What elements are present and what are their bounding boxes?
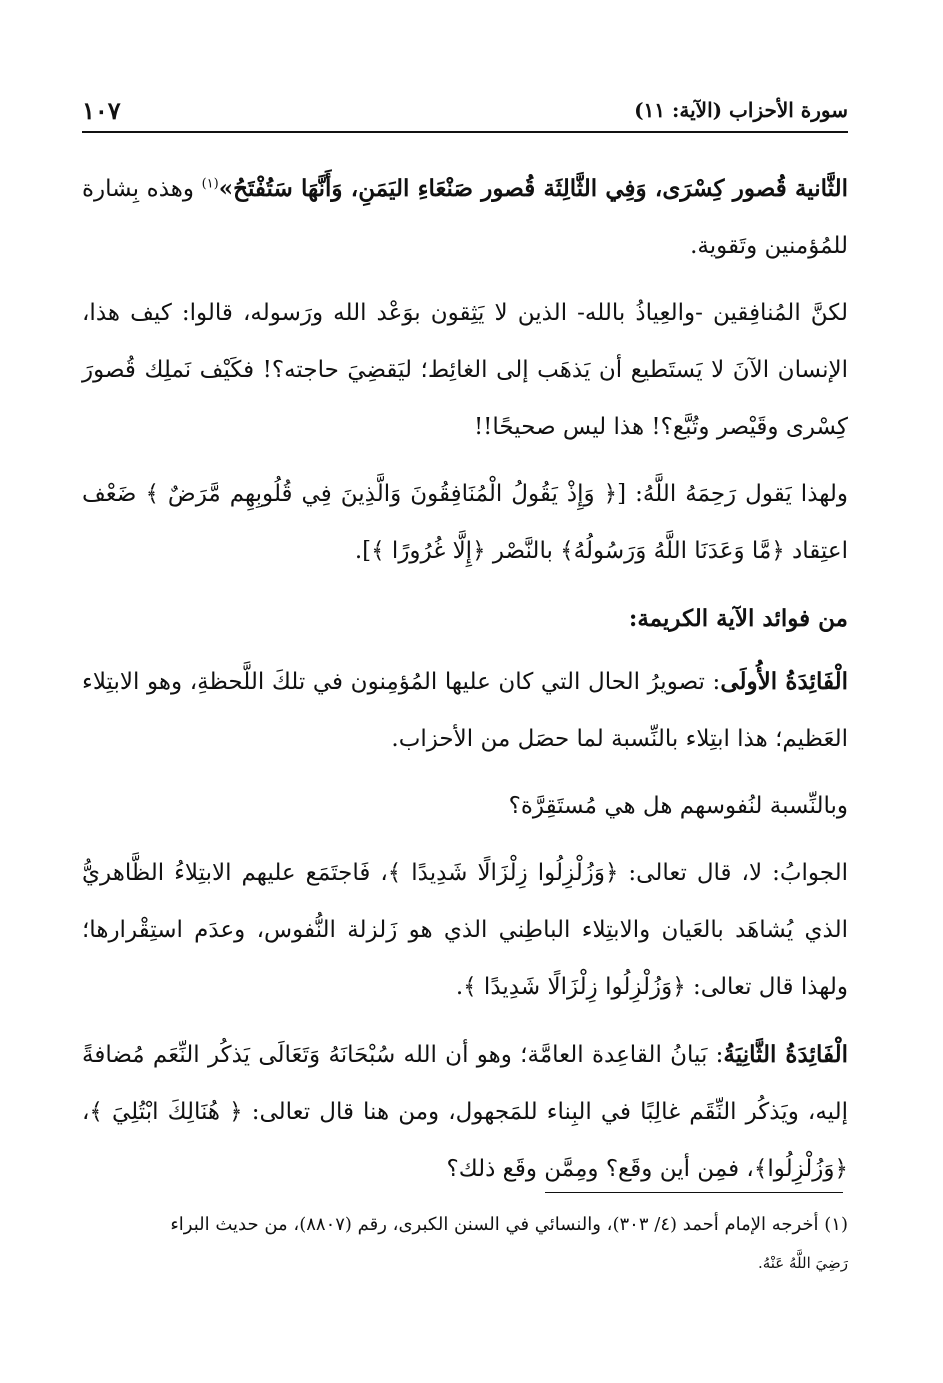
paragraph-2: لكنَّ المُنافِقين -والعِياذُ بالله- الذين لا يَثِقون بوَعْد الله ورَسوله، قالوا: كيف هذا، الإنسان الآنَ لا يَستَطيع أن يَذهَب إلى الغائِط؛ ليَقضِيَ حاجته؟! فكَيْف نَملِك قُصورَ كِسْرى وقَيْصر وتُبَّع؟! هذا ليس صحيحًا!! <box>82 300 848 440</box>
paragraph-1-tail: وهذه بِشارة للمُؤمنين وتَقوية. <box>82 176 848 259</box>
running-title: سورة الأحزاب (الآية: ١١) <box>634 98 848 122</box>
benefit-2-label: الْفَائِدَةُ الثَّانِيَةُ <box>723 1041 849 1068</box>
benefit-2-text: : بَيانُ القاعِدة العامَّة؛ وهو أن الله سُبْحَانَهُ وَتَعَالَى يَذكُر النِّعَم مُضافةً إليه، ويَذكُر النِّقَم غالِبًا في البِناء للمَجهول، ومن هنا قال تعالى: ﴿ هُنَالِكَ ابْتُلِيَ ﴾، ﴿وَزُلْزِلُوا﴾، فمِن أين وقَع؟ ومِمَّن وقَع ذلك؟ <box>82 1042 848 1182</box>
footnote-text: (١) أخرجه الإمام أحمد (٤/ ٣٠٣)، والنسائي في السنن الكبرى، رقم (٨٨٠٧)، من حديث البراء <box>170 1214 848 1235</box>
answer-paragraph: الجوابُ: لا، قال تعالى: ﴿وَزُلْزِلُوا زِلْزَالًا شَدِيدًا ﴾، فَاجتَمَع عليهم الابتِلاءُ الظَّاهريُّ الذي يُشاهَد بالعَيان والابتِلاء الباطِني الذي هو زَلزلة النُّفوس، وعدَم استِقْرارها؛ ولهذا قال تعالى: ﴿وَزُلْزِلُوا زِلْزَالًا شَدِيدًا ﴾. <box>82 860 848 1000</box>
paragraph-3: ولهذا يَقول رَحِمَهُ اللَّهُ: [﴿ وَإِذْ يَقُولُ الْمُنَافِقُونَ وَالَّذِينَ فِي قُلُوبِهِم مَّرَضٌ ﴾ ضَعْف اعتِقاد ﴿مَّا وَعَدَنَا اللَّهُ وَرَسُولُهُ﴾ بالنَّصْر ﴿إِلَّا غُرُورًا ﴾]. <box>82 481 848 564</box>
benefit-1-label: الْفَائِدَةُ الأُولَى <box>720 668 848 695</box>
footnote-honorific: رَضِيَ اللَّهُ عَنْهُ. <box>757 1254 848 1272</box>
page-number: ١٠٧ <box>82 95 121 125</box>
benefit-1 <box>82 653 848 768</box>
question-line: وبالنِّسبة لنُفوسهم هل هي مُستَقِرَّة؟ <box>508 793 848 819</box>
footnote-rule <box>545 1192 843 1193</box>
hadith-quote: الثَّانية قُصور كِسْرَى، وَفِي الثَّالِثَة قُصور صَنْعَاءِ اليَمَنِ، وَأَنَّهَا سَتُفْتَحُ» <box>218 175 848 202</box>
footnote <box>82 1206 848 1282</box>
paragraph-1 <box>82 160 848 275</box>
benefit-1-text: : تصويرُ الحال التي كان عليها المُؤمِنون في تلكَ اللَّحظةِ، وهو الابتِلاء العَظيم؛ هذا ابتِلاء بالنِّسبة لما حصَل من الأحزاب. <box>82 669 848 752</box>
main-text <box>82 160 848 1208</box>
section-heading: من فوائد الآية الكريمة: <box>628 605 848 632</box>
benefit-2 <box>82 1026 848 1198</box>
header-rule <box>82 131 848 133</box>
footnote-marker[interactable]: (١) <box>201 176 219 192</box>
page-header <box>82 92 848 128</box>
